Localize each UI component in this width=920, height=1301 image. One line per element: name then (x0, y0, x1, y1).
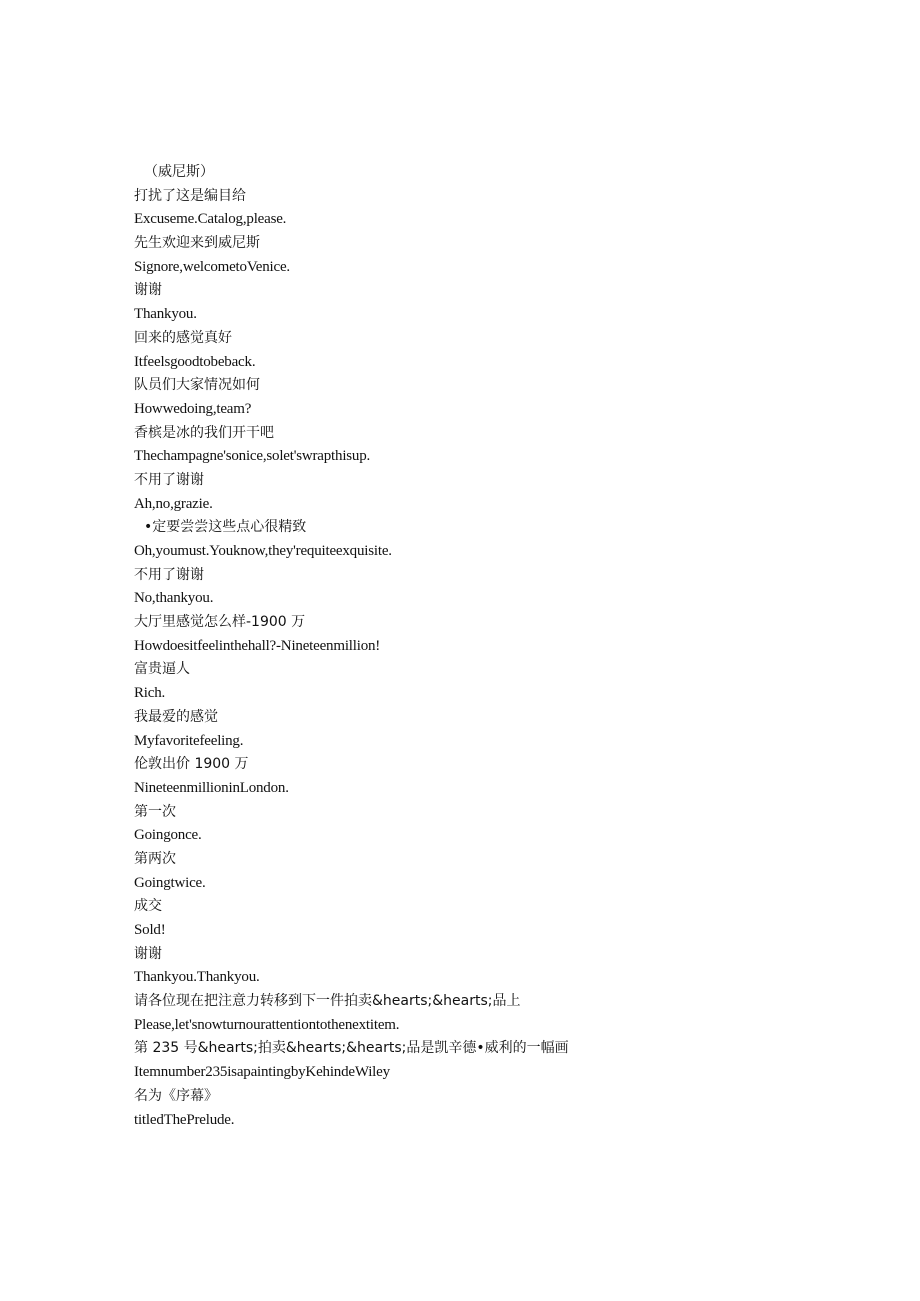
transcript-line-chinese: 第两次 (134, 850, 176, 867)
transcript-line-chinese: 打扰了这是编目给 (134, 187, 246, 204)
transcript-line-chinese: 富贵逼人 (134, 661, 190, 678)
transcript-line-english: Ah,no,grazie. (134, 495, 213, 512)
transcript-line-english: titledThePrelude. (134, 1111, 235, 1128)
transcript-line-english: Signore,welcometoVenice. (134, 258, 290, 275)
transcript-line-chinese: 不用了谢谢 (134, 471, 204, 488)
transcript-line-chinese: 谢谢 (134, 282, 162, 299)
transcript-line-chinese: 香槟是冰的我们开干吧 (134, 424, 274, 441)
transcript-line-chinese: 回来的感觉真好 (134, 329, 232, 346)
transcript-line-english: Excuseme.Catalog,please. (134, 211, 287, 228)
transcript-line-english: Goingonce. (134, 827, 202, 844)
transcript-line-english: Sold! (134, 922, 166, 938)
transcript-line-chinese: （威尼斯） (144, 164, 214, 180)
transcript-line-chinese: 伦敦出价 1900 万 (134, 756, 249, 773)
transcript-line-chinese: 第一次 (134, 803, 176, 820)
transcript-line-english: Howdoesitfeelinthehall?-Nineteenmillion! (134, 637, 381, 654)
transcript-line-english: No,thankyou. (134, 590, 214, 607)
transcript-line-english: Please,let'snowturnourattentiontothenextitem. (134, 1016, 400, 1033)
transcript-line-english: Thankyou. (134, 306, 197, 323)
transcript-line-english: Itemnumber235isapaintingbyKehindeWiley (134, 1064, 390, 1081)
transcript-line-chinese: 先生欢迎来到威尼斯 (134, 235, 260, 252)
transcript-line-english: Thechampagne'sonice,solet'swrapthisup. (134, 448, 371, 465)
transcript-line-english: Thankyou.Thankyou. (134, 969, 260, 986)
transcript-line-chinese: 队员们大家情况如何 (134, 377, 260, 394)
transcript-line-chinese: 大厅里感觉怎么样-1900 万 (134, 614, 306, 631)
transcript-line-chinese: 我最爱的感觉 (134, 708, 218, 725)
transcript-line-english: Goingtwice. (134, 874, 206, 891)
transcript-line-chinese: 名为《序幕》 (134, 1087, 218, 1104)
transcript-line-chinese: 成交 (134, 898, 162, 915)
transcript-line-english: NineteenmillioninLondon. (134, 779, 289, 796)
transcript-line-chinese: •定要尝尝这些点心很精致 (144, 519, 307, 536)
transcript-line-english: Rich. (134, 685, 166, 702)
transcript-line-chinese: 第 235 号&hearts;拍卖&hearts;&hearts;品是凯辛德•威利的一幅画 (134, 1040, 569, 1057)
transcript-line-chinese: 请各位现在把注意力转移到下一件拍卖&hearts;&hearts;品上 (134, 993, 521, 1010)
transcript-line-english: Oh,youmust.Youknow,they'requiteexquisite. (134, 543, 392, 559)
transcript-line-english: Howwedoing,team? (134, 400, 252, 417)
transcript-line-english: Itfeelsgoodtobeback. (134, 353, 256, 370)
transcript-line-chinese: 谢谢 (134, 945, 162, 962)
transcript-line-english: Myfavoritefeeling. (134, 732, 244, 749)
transcript-line-chinese: 不用了谢谢 (134, 566, 204, 583)
transcript-body (134, 161, 834, 1132)
